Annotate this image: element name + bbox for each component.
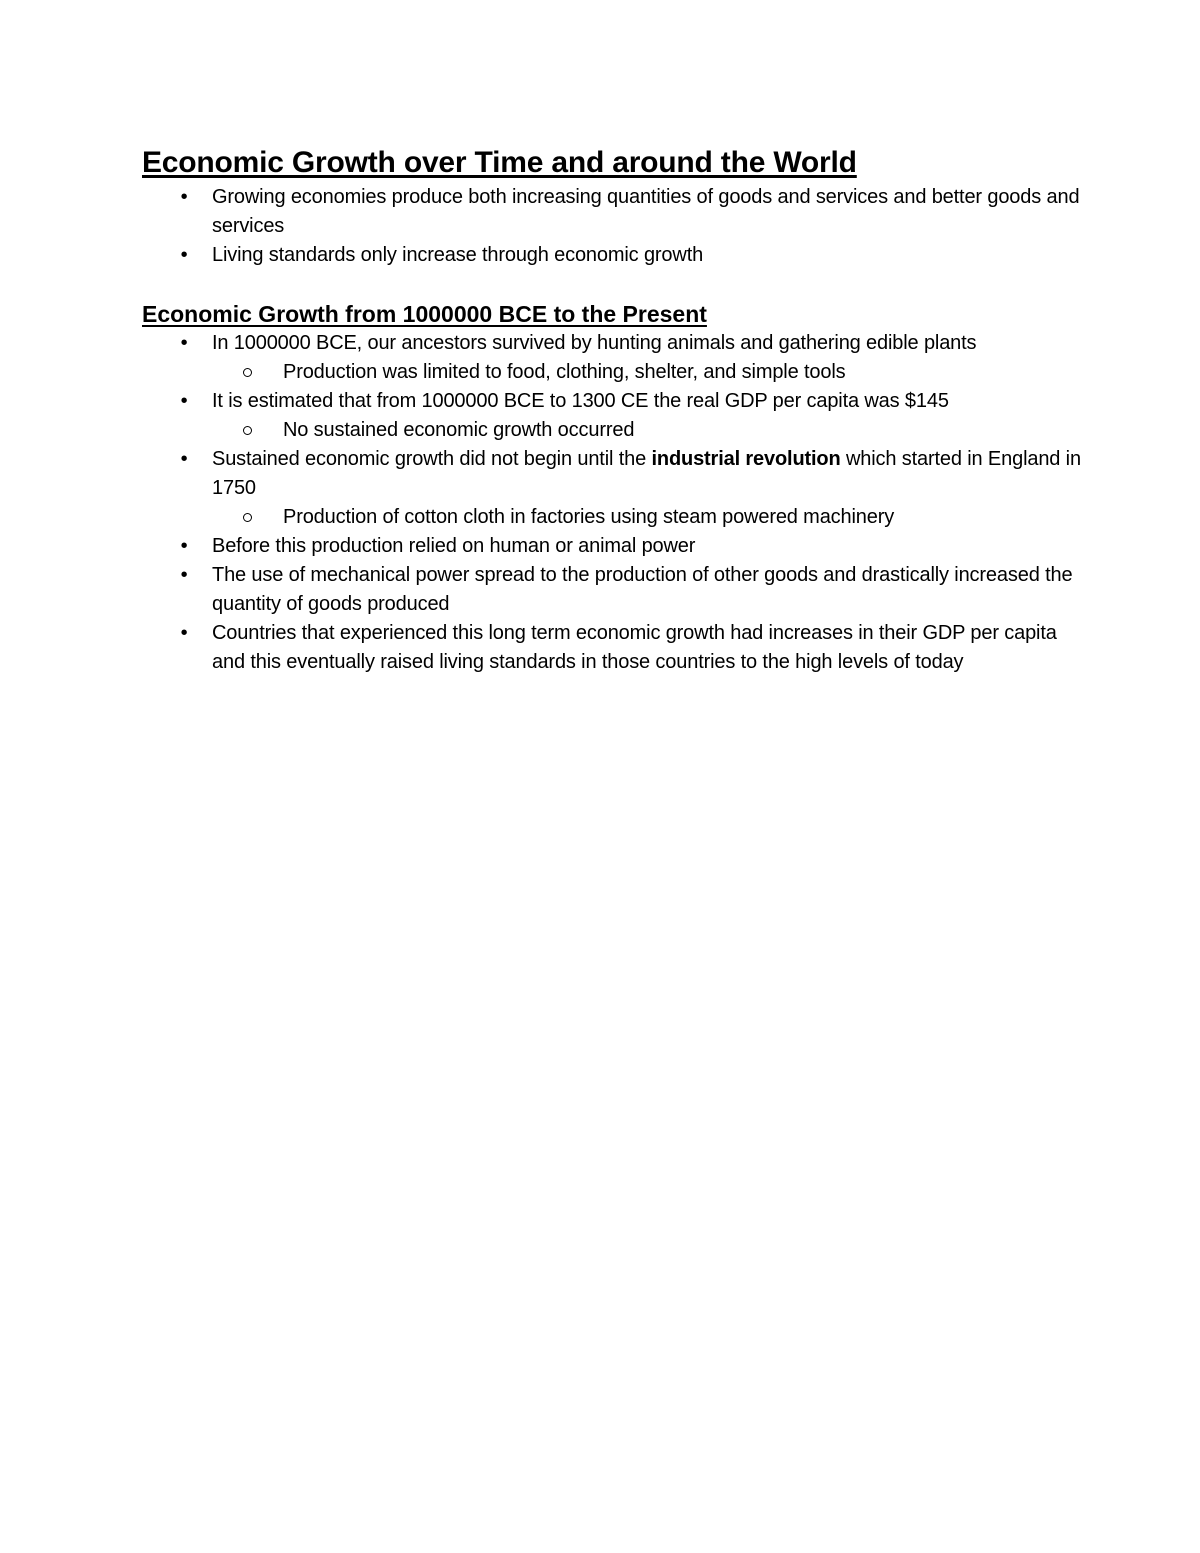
list-item — [142, 329, 1082, 387]
list-item — [142, 619, 1082, 677]
list-item — [142, 387, 1082, 445]
list-item-text: It is estimated that from 1000000 BCE to 1300 CE the real GDP per capita was $145 — [212, 390, 949, 412]
list-item — [142, 445, 1082, 532]
list-item-text: Before this production relied on human or animal power — [212, 535, 696, 557]
list-item-text-end: which started in England in 1750 — [212, 448, 1081, 499]
section-title-economic-growth-from-1000000-bce: Economic Growth from 1000000 BCE to the Present — [142, 301, 707, 327]
hollow-circle-bullet-icon — [243, 426, 252, 435]
list-item-text-start: Sustained economic growth did not begin until the — [212, 448, 652, 470]
section2-bullet-list — [142, 329, 1082, 677]
bullet-icon: • — [180, 332, 188, 354]
hollow-circle-bullet-icon — [243, 513, 252, 522]
bullet-icon: • — [180, 622, 188, 644]
sub-bullet-list — [212, 503, 1082, 532]
sub-list-item — [142, 503, 1082, 532]
list-item-text: In 1000000 BCE, our ancestors survived by hunting animals and gathering edible plants — [212, 332, 977, 354]
list-item — [142, 183, 1082, 241]
sub-list-item-text: No sustained economic growth occurred — [283, 419, 635, 441]
list-item-text: Countries that experienced this long term economic growth had increases in their GDP per capita and this eventually raised living standards in those countries to the high levels of today — [212, 622, 1057, 673]
bold-term-industrial-revolution: industrial revolution — [651, 448, 841, 470]
sub-list-item-text: Production of cotton cloth in factories using steam powered machinery — [283, 506, 895, 528]
list-item-text: Living standards only increase through economic growth — [212, 244, 704, 266]
bullet-icon: • — [180, 448, 188, 470]
sub-bullet-list — [212, 416, 1082, 445]
hollow-circle-bullet-icon — [243, 368, 252, 377]
list-item — [142, 241, 1082, 270]
sub-list-item — [142, 416, 1082, 445]
list-item-text: Growing economies produce both increasing quantities of goods and services and better goods and services — [212, 186, 1080, 237]
list-item-text — [212, 448, 1081, 499]
section-title-economic-growth-over-time: Economic Growth over Time and around the World — [142, 146, 857, 179]
bullet-icon: • — [180, 244, 188, 266]
bullet-icon: • — [180, 390, 188, 412]
sub-list-item — [142, 358, 1082, 387]
sub-list-item-text: Production was limited to food, clothing, shelter, and simple tools — [283, 361, 846, 383]
document-content — [142, 143, 1082, 677]
list-item — [142, 561, 1082, 619]
bullet-icon: • — [180, 186, 188, 208]
sub-bullet-list — [212, 358, 1082, 387]
section1-bullet-list — [142, 183, 1082, 270]
bullet-icon: • — [180, 535, 188, 557]
list-item-text: The use of mechanical power spread to the production of other goods and drastically increased the quantity of goods produced — [212, 564, 1073, 615]
bullet-icon: • — [180, 564, 188, 586]
list-item — [142, 532, 1082, 561]
